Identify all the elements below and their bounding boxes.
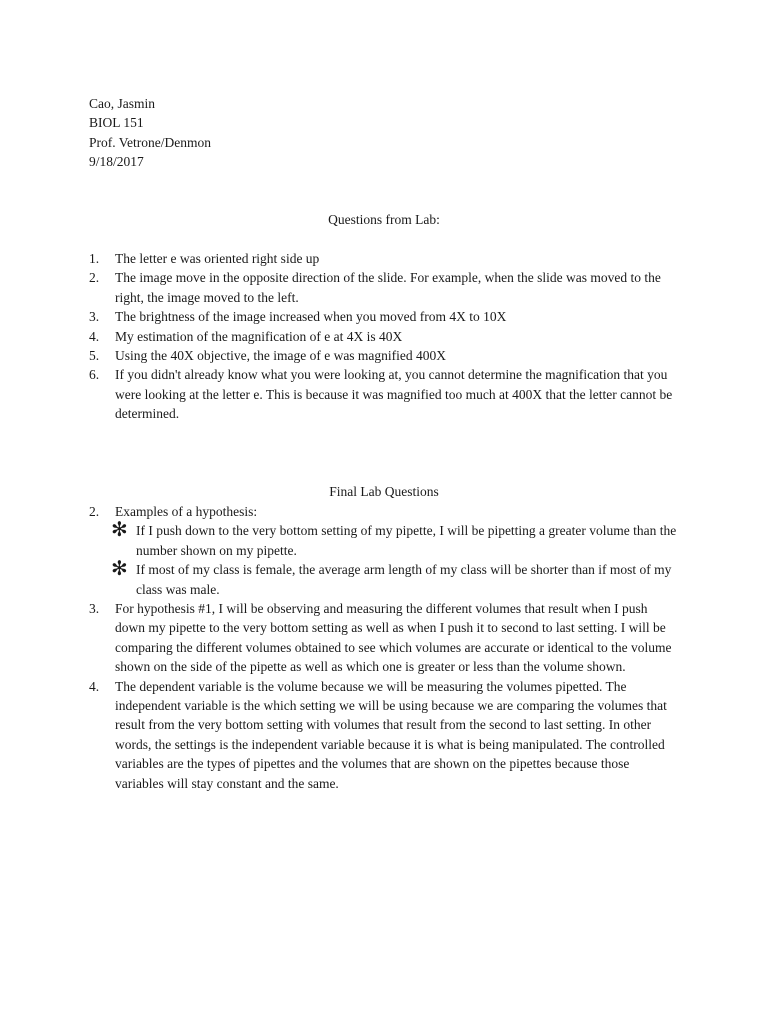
list-item <box>89 327 679 346</box>
item-number: 4. <box>89 328 100 344</box>
course-code: BIOL 151 <box>89 115 144 131</box>
hypothesis-bullet <box>111 560 679 599</box>
item-number: 4. <box>89 678 100 694</box>
item-text: The brightness of the image increased when you moved from 4X to 10X <box>115 309 507 325</box>
item-text: If you didn't already know what you were looking at, you cannot determine the magnification that you were looking at the letter e. This is because it was magnified too much at 400X that the letter cannot be determined. <box>115 367 673 422</box>
item-text: Using the 40X objective, the image of e was magnified 400X <box>115 348 447 364</box>
list-item <box>89 365 679 423</box>
item-number: 1. <box>89 251 100 266</box>
item-number: 3. <box>89 601 100 617</box>
hypothesis-bullet <box>111 521 679 560</box>
final-lab-questions-list <box>89 502 679 793</box>
section-title-final-lab-questions: Final Lab Questions <box>329 484 439 499</box>
item-number: 6. <box>89 367 100 383</box>
list-item <box>89 599 679 677</box>
item-text: The letter e was oriented right side up <box>115 251 320 266</box>
student-name: Cao, Jasmin <box>89 96 155 111</box>
list-item <box>89 346 679 365</box>
list-item <box>89 249 679 268</box>
lab-questions-list <box>89 249 679 424</box>
list-item <box>89 502 679 521</box>
list-item <box>89 307 679 326</box>
student-header <box>89 94 211 172</box>
item-text: The image move in the opposite direction of the slide. For example, when the slide was moved to the right, the image moved to the left. <box>115 270 661 305</box>
item-number: 3. <box>89 309 100 325</box>
date: 9/18/2017 <box>89 154 144 170</box>
bullet-text: If most of my class is female, the average arm length of my class will be shorter than if most of my class was male. <box>136 562 672 597</box>
bullet-text: If I push down to the very bottom setting of my pipette, I will be pipetting a greater volume than the number shown on my pipette. <box>136 523 677 558</box>
item-text: For hypothesis #1, I will be observing and measuring the different volumes that result when I push down my pipette to the very bottom setting as well as when I push it to second to last setting. I will be comparing the different volumes obtained to see which volumes are accurate or identical to the volume shown on the side of the pipette as well as which one is greater or less than the volume shown. <box>115 601 672 675</box>
asterisk-bullet-icon: ✻ <box>111 558 128 581</box>
item-text: My estimation of the magnification of e at 4X is 40X <box>115 328 403 344</box>
list-item <box>89 677 679 793</box>
list-item <box>89 268 679 307</box>
item-number: 2. <box>89 504 100 519</box>
professor-name: Prof. Vetrone/Denmon <box>89 134 211 150</box>
item-text: The dependent variable is the volume because we will be measuring the volumes pipetted. The independent variable is the which setting we will be using because we are comparing the volumes that result from the very bottom setting with volumes that result from the second to last setting. In other words, the settings is the independent variable because it is what is being manipulated. The controlled variables are the types of pipettes and the volumes that are shown on the pipettes because those variables will stay constant and the same. <box>115 678 667 791</box>
section-title-lab-questions: Questions from Lab: <box>328 212 440 227</box>
asterisk-bullet-icon: ✻ <box>111 519 128 542</box>
item-number: 2. <box>89 270 100 286</box>
item-text: Examples of a hypothesis: <box>115 504 258 519</box>
item-number: 5. <box>89 348 100 364</box>
